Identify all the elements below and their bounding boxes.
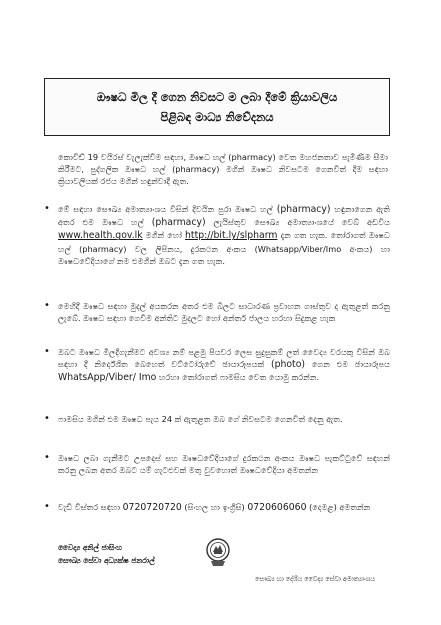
bullet-icon: • — [44, 452, 50, 463]
item-text-part: (සිංහල හා ඉංග්‍රීසි) — [184, 502, 245, 512]
sri-lanka-emblem-icon — [205, 537, 231, 569]
item-text-part: ඔබට ඖෂධ මිලදීගැනීමට අවශ්‍ය නම් පළමු පියවර ලෙස සුදුසුකම් ලත් වෛද්‍ය වරයකු විසින් ඔබ සඳහා දී නිර්දේශිත බෙහෙත් වට්ටෝරුවේ ඡායාරූපයක් — [58, 347, 390, 370]
signature-block — [58, 541, 155, 567]
title-box — [44, 78, 390, 136]
item-text — [58, 346, 390, 385]
bullet-icon: • — [44, 300, 50, 311]
item-text-part: (දෙමළ) අමතන්න — [309, 502, 371, 512]
list-item — [44, 203, 390, 267]
photo-term: (photo) — [270, 359, 306, 371]
pharmacy-term: (pharmacy) — [151, 217, 206, 229]
item-text — [58, 501, 390, 514]
short-link[interactable]: http://bit.ly/slpharm — [185, 230, 278, 242]
signatory-position: සෞඛ්‍ය සේවා අධ්‍යක්ෂ ජනරාල් — [58, 556, 155, 565]
bullet-icon: • — [44, 203, 50, 214]
item-text-part: මගින් හෝ — [145, 230, 182, 241]
item-text-part: හරහා තෝරාගත් ෆාමසිය වෙත යොමු කරන්න. — [158, 372, 320, 383]
list-item — [44, 501, 390, 514]
website-link[interactable]: www.health.gov.lk — [58, 230, 143, 242]
item-text-part: දැන ගත හැක. තෝරාගත් ඖෂධ හල් (pharmacy) වල ලිපිනය, දුරකථන අංකය (Whatsapp/Viber/Imo අංකය) හා ඖෂධවේදියාගේ නම එමගින් ඔබට දැන ගත හැක. — [58, 230, 390, 266]
list-item — [44, 300, 390, 324]
list-item — [44, 346, 390, 385]
item-text-part: ගෙන එම ඡායාරූපය — [311, 359, 390, 370]
list-item — [44, 413, 390, 425]
bullet-icon: • — [44, 413, 50, 424]
phone-number: 0720720720 — [122, 502, 182, 513]
item-text: ඖෂධ ලබා ගැනීමට උපදෙස් සහ ඖෂධවේදියාගේ දුරකථන අංකය ඖෂධ පැකට්ටුවේ සඳහන් කරනු ලබන අතර ඔබට යම් ගැටළුවක් මතු වුවහොත් ඖෂධවේදියා අමතන්න — [58, 453, 390, 476]
list-item — [44, 452, 390, 476]
intro-paragraph: කොවිඩ් 19 වයිරස් වැලැක්වීම සඳහා, ඖෂධ හල් (pharmacy) වෙත මහජනතාව පැමිණීම සීමා කිරීමට, පුද්ගලික ඖෂධ හල් (pharmacy) මගින් ඖෂධ නිවසටම ගෙනවිත් දීම සඳහා ක්‍රියාවලියක් රජය මගින් හඳුන්වාදී ඇත. — [58, 152, 388, 187]
title-line-1: ඖෂධ මිල දී ගෙන නිවසට ම ලබා දීමේ ක්‍රියාවලිය — [96, 90, 338, 104]
item-text — [58, 203, 390, 267]
pharmacy-term: (pharmacy) — [276, 204, 331, 215]
item-text: මෙහිදී ඖෂධ සඳහා මුදල් අයකරන අතර එම බිලට සාධාරණ ප්‍රවාහන ගාස්තුව ද ඇතුළත් කරනු ලැබේ. ඖෂධ සඳහා ගෙවීම අන්තිට මුදලට හෝ අන්තර් ජාලය හරහා සිදුකළ හැක — [58, 301, 390, 324]
item-text-part: ලැයිස්තුව සෞඛ්‍ය අමාත්‍යාංශයේ වෙබ් අඩවිය — [213, 217, 391, 228]
item-text: ෆාමසිය මගින් එම ඖෂධ පැය 24 ක් ඇතුළත ඔබ ගේ නිවසටම ගෙනවිත් දෙනු ඇත. — [58, 414, 343, 424]
bullet-icon: • — [44, 501, 50, 512]
item-text-part: මේ සඳහා සෞඛ්‍ය අමාත්‍යාංශය විසින් දිවයින පුරා ඖෂධ හල් — [58, 204, 273, 214]
bullet-icon: • — [44, 346, 50, 357]
phone-number: 0720606060 — [247, 502, 307, 513]
ministry-footer: සෞඛ්‍ය හා දේශීය වෛද්‍ය සේවා අමාත්‍යාංශය — [255, 575, 375, 583]
signatory-name: වෛද්‍ය අනිල් ජාසිංහ — [58, 543, 122, 552]
title-line-2: පිළිබඳ මාධ්‍ය නිවේදනය — [160, 110, 274, 124]
item-text-part: වැඩි විස්තර සඳහා — [58, 502, 121, 512]
apps-term: WhatsApp/Viber/ Imo — [58, 372, 157, 384]
item-text-part: හඳුනාගෙන ඇති අතර එම ඖෂධ හල් — [58, 204, 391, 228]
